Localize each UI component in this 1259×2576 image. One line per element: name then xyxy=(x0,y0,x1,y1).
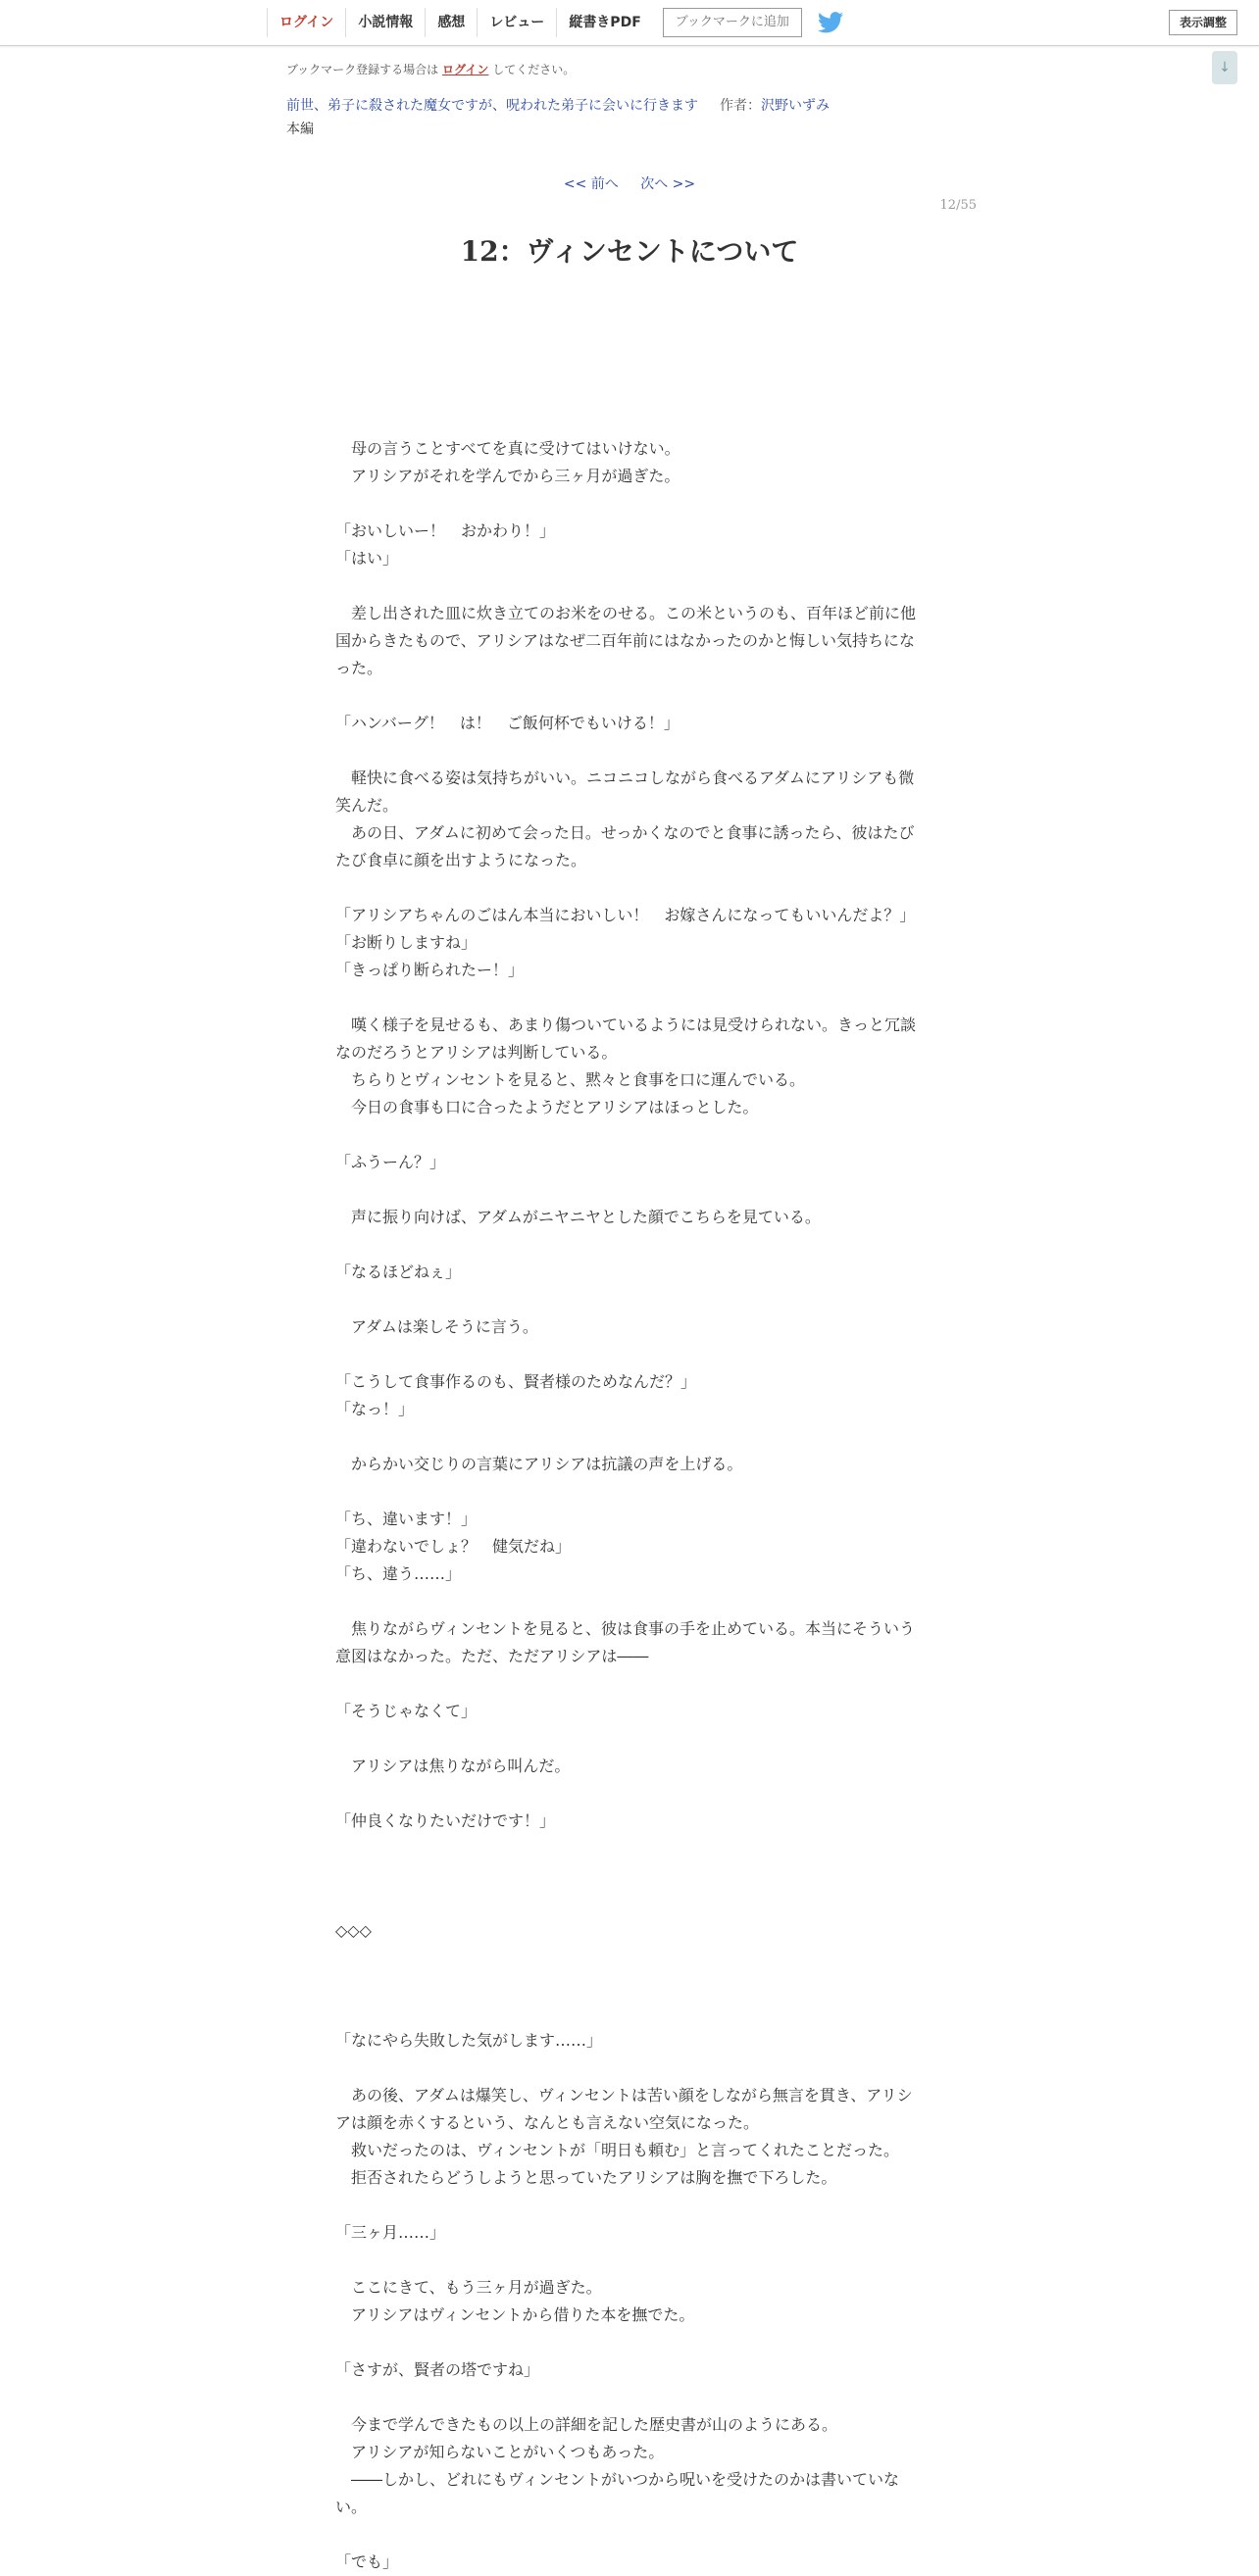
body-line xyxy=(335,2521,924,2549)
body-line: あの日、アダムに初めて会った日。せっかくなのでと食事に誘ったら、彼はたびたび食卓に顔を出すようになった。 xyxy=(335,823,915,869)
body-line: 救いだったのは、ヴィンセントが「明日も頼む」と言ってくれたことだった。 xyxy=(335,2141,900,2159)
body-line: 母の言うことすべてを真に受けてはいけない。 xyxy=(335,439,680,458)
body-line: 「でも」 xyxy=(335,2552,399,2571)
display-settings-button[interactable]: 表示調整 xyxy=(1169,10,1237,35)
body-line: 「なっ！」 xyxy=(335,1400,415,1418)
body-line: 「ち、違う……」 xyxy=(335,1564,462,1583)
body-line: アリシアがそれを学んでから三ヶ月が過ぎた。 xyxy=(335,467,680,485)
body-line xyxy=(335,737,924,765)
body-line xyxy=(335,1588,924,1615)
body-line: 「おいしいー！ おかわり！」 xyxy=(335,521,556,540)
body-line xyxy=(335,2192,924,2219)
next-page-link[interactable]: 次へ >> xyxy=(640,176,696,192)
body-line xyxy=(335,984,924,1012)
body-line: 軽快に食べる姿は気持ちがいい。ニコニコしながら食べるアダムにアリシアも微笑んだ。 xyxy=(335,768,915,815)
novel-info-line xyxy=(286,95,830,115)
body-line: 拒否されたらどうしようと思っていたアリシアは胸を撫で下ろした。 xyxy=(335,2168,837,2187)
body-line: ちらりとヴィンセントを見ると、黙々と食事を口に運んでいる。 xyxy=(335,1070,806,1089)
nav-login[interactable]: ログイン xyxy=(267,8,345,37)
body-line xyxy=(335,2329,924,2356)
body-line: ――しかし、どれにもヴィンセントがいつから呪いを受けたのかは書いていない。 xyxy=(335,2470,900,2516)
body-line xyxy=(335,1725,924,1753)
bookmark-add-button[interactable]: ブックマークに追加 xyxy=(663,8,802,37)
body-line xyxy=(335,1286,924,1313)
body-line: ◇◇◇ xyxy=(335,1921,372,1940)
body-line: 「三ヶ月……」 xyxy=(335,2223,446,2242)
body-line: 「こうして食事作るのも、賢者様のためなんだ？」 xyxy=(335,1372,697,1391)
pager xyxy=(0,173,1259,193)
body-line: 今日の食事も口に合ったようだとアリシアはほっとした。 xyxy=(335,1098,759,1116)
twitter-icon[interactable] xyxy=(818,12,843,33)
body-line xyxy=(335,682,924,710)
body-line xyxy=(335,1423,924,1451)
body-line xyxy=(335,2384,924,2411)
notice-login-link[interactable]: ログイン xyxy=(442,63,489,76)
body-line xyxy=(335,353,924,380)
body-line: 「ハンバーグ！ は！ ご飯何杯でもいける！」 xyxy=(335,714,680,732)
body-line xyxy=(335,874,924,902)
body-line: 今まで学んできたもの以上の詳細を記した歴史書が山のようにある。 xyxy=(335,2415,838,2434)
body-line: あの後、アダムは爆笑し、ヴィンセントは苦い顔をしながら無言を貫き、アリシアは顔を赤くするという、なんとも言えない空気になった。 xyxy=(335,2086,913,2132)
author-label: 作者： xyxy=(720,98,761,114)
nav-menu xyxy=(267,0,843,45)
body-line xyxy=(335,1972,924,2000)
body-line xyxy=(335,408,924,435)
body-line: 「仲良くなりたいだけです！」 xyxy=(335,1811,556,1830)
body-line: 「なるほどねぇ」 xyxy=(335,1263,462,1281)
author-link[interactable]: 沢野いずみ xyxy=(761,98,830,114)
bookmark-notice xyxy=(286,61,575,77)
episode-title: 12：ヴィンセントについて xyxy=(460,235,799,268)
body-line xyxy=(335,1945,924,1972)
novel-body xyxy=(335,353,924,2576)
novel-title-link[interactable]: 前世、弟子に殺された魔女ですが、呪われた弟子に会いに行きます xyxy=(286,98,698,114)
chapter-group: 本編 xyxy=(286,122,314,137)
prev-page-link[interactable]: << 前へ xyxy=(563,176,619,192)
body-line xyxy=(335,2000,924,2027)
scroll-down-button[interactable]: ↓ xyxy=(1212,51,1237,84)
body-line: 「なにやら失敗した気がします……」 xyxy=(335,2031,603,2050)
nav-novel-info[interactable]: 小説情報 xyxy=(345,8,425,37)
body-line: 「アリシアちゃんのごはん本当においしい！ お嫁さんになってもいいんだよ？」 xyxy=(335,906,916,924)
body-line xyxy=(335,2247,924,2274)
body-line xyxy=(335,1890,924,1917)
body-line xyxy=(335,490,924,518)
body-line: 声に振り向けば、アダムがニヤニヤとした顔でこちらを見ている。 xyxy=(335,1208,821,1226)
body-line xyxy=(335,1670,924,1698)
notice-prefix: ブックマーク登録する場合は xyxy=(286,63,439,76)
body-line xyxy=(335,1780,924,1808)
body-line: 「お断りしますね」 xyxy=(335,933,478,952)
body-line xyxy=(335,1121,924,1149)
body-line: 「はい」 xyxy=(335,549,399,568)
body-line xyxy=(335,1341,924,1368)
body-line: 「さすが、賢者の塔ですね」 xyxy=(335,2360,540,2379)
body-line: アダムは楽しそうに言う。 xyxy=(335,1317,538,1336)
top-nav-bar xyxy=(0,0,1259,46)
body-line: アリシアはヴィンセントから借りた本を撫でた。 xyxy=(335,2305,695,2324)
nav-impressions[interactable]: 感想 xyxy=(425,8,477,37)
body-line: 「そうじゃなくて」 xyxy=(335,1702,478,1720)
body-line: 差し出された皿に炊き立てのお米をのせる。この米というのも、百年ほど前に他国からきたもので、アリシアはなぜ二百年前にはなかったのかと悔しい気持ちになった。 xyxy=(335,604,917,677)
body-line xyxy=(335,1231,924,1259)
page-count: 12/55 xyxy=(939,198,977,213)
body-line: 「ふうーん？」 xyxy=(335,1153,446,1171)
body-line: 嘆く様子を見せるも、あまり傷ついているようには見受けられない。きっと冗談なのだろうとアリシアは判断している。 xyxy=(335,1016,917,1062)
body-line: からかい交じりの言葉にアリシアは抗議の声を上げる。 xyxy=(335,1455,743,1473)
body-line xyxy=(335,2055,924,2082)
nav-review[interactable]: レビュー xyxy=(477,8,556,37)
notice-suffix: してください。 xyxy=(492,63,576,76)
body-line xyxy=(335,572,924,600)
body-line xyxy=(335,1478,924,1506)
body-line: アリシアは焦りながら叫んだ。 xyxy=(335,1757,571,1775)
body-line: ここにきて、もう三ヶ月が過ぎた。 xyxy=(335,2278,602,2297)
body-line: 「違わないでしょ？ 健気だね」 xyxy=(335,1537,572,1556)
nav-vertical-pdf[interactable]: 縦書きPDF xyxy=(556,8,652,37)
body-line xyxy=(335,380,924,408)
body-line xyxy=(335,1176,924,1204)
body-line: 焦りながらヴィンセントを見ると、彼は食事の手を止めている。本当にそういう意図はなかった。ただ、ただアリシアは―― xyxy=(335,1619,916,1665)
body-line xyxy=(335,1835,924,1862)
body-line: アリシアが知らないことがいくつもあった。 xyxy=(335,2443,665,2461)
body-line: 「きっぱり断られたー！」 xyxy=(335,961,525,979)
body-line xyxy=(335,1862,924,1890)
body-line: 「ち、違います！」 xyxy=(335,1510,478,1528)
